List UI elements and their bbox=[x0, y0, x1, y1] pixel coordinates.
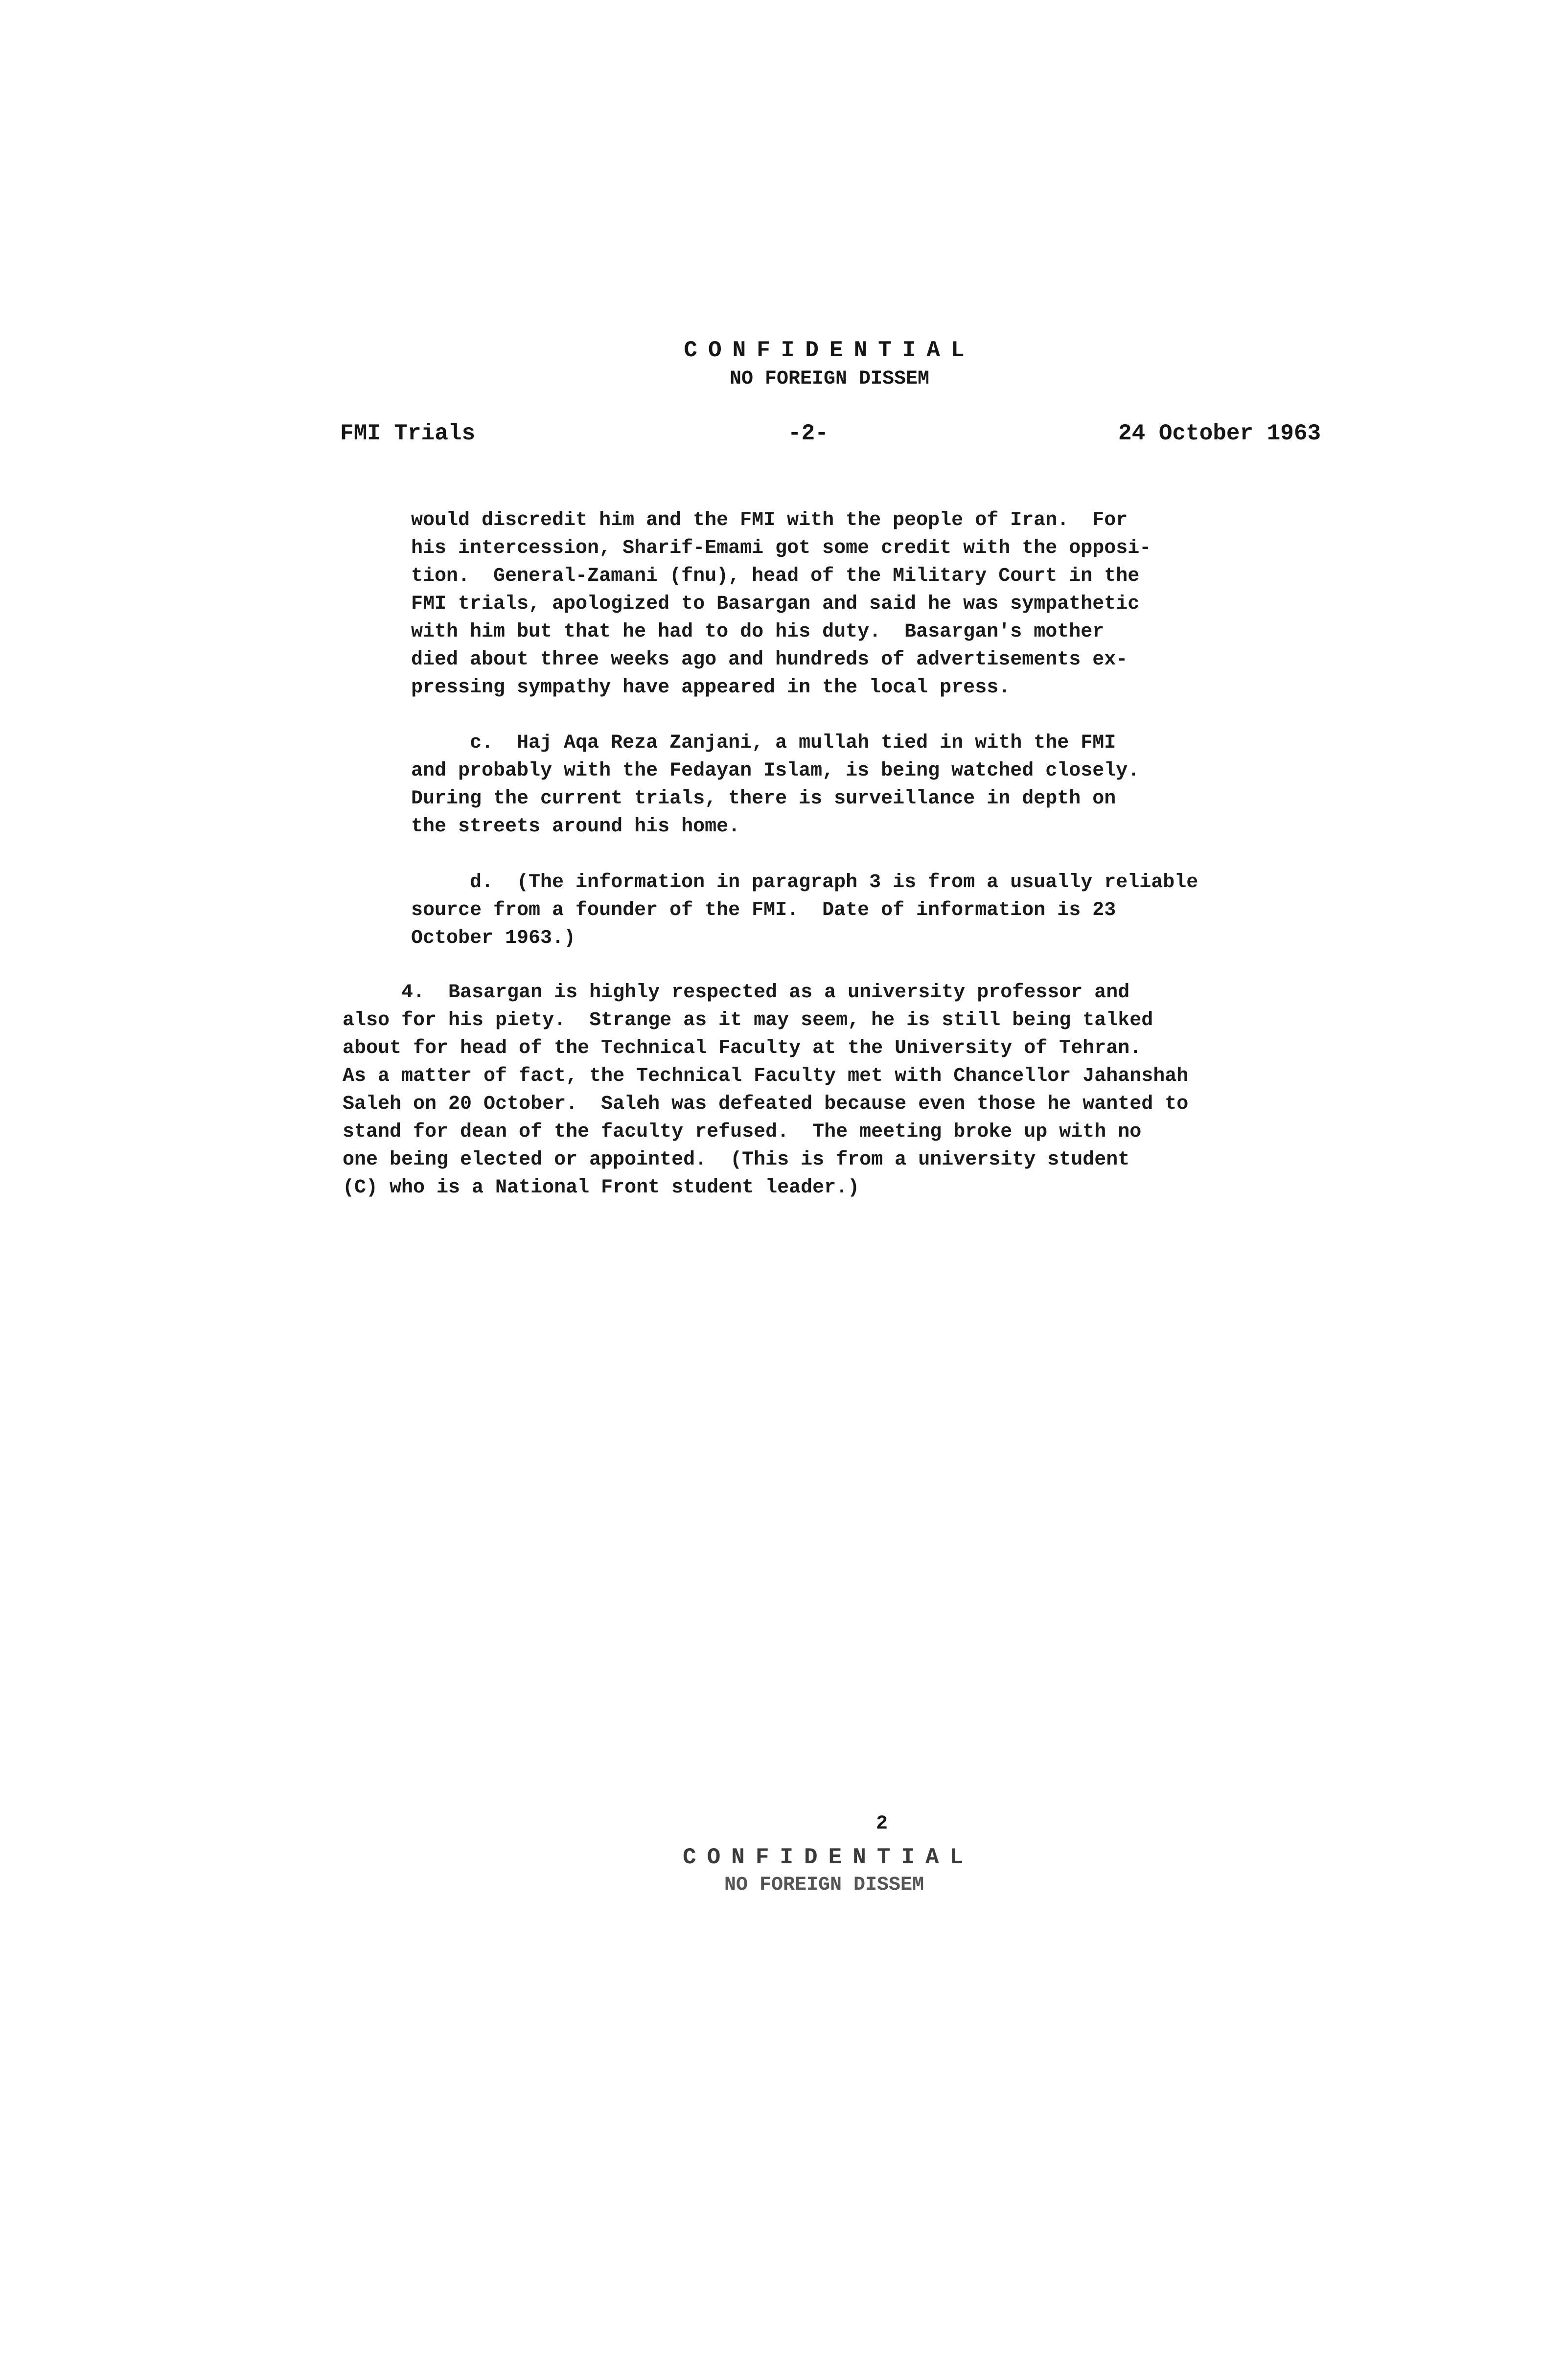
paragraph-continuation: would discredit him and the FMI with the people of Iran. For his intercession, Sharif-Emami got some credit with the opposi- tion. General-Zamani (fnu), head of the Military Court in the FMI trials, apologized to Basargan and said he was sympathetic with him but that he had to do his duty. Basargan's mother died about three weeks ago and hundreds of advertisements ex- pressing sympathy have appeared in the local press. bbox=[411, 509, 1151, 699]
paragraph-4: 4. Basargan is highly respected as a university professor and also for his piety. Strange as it may seem, he is still being talked about for head of the Technical Faculty at the University of Tehran. As a matter of fact, the Technical Faculty met with Chancellor Jahanshah Saleh on 20 October. Saleh was defeated because even those he wanted to stand for dean of the faculty refused. The meeting broke up with no one being elected or appointed. (This is from a university student (C) who is a National Front student leader.) bbox=[343, 982, 1189, 1199]
footer-classification: CONFIDENTIAL bbox=[683, 1845, 974, 1870]
paragraph-d: d. (The information in paragraph 3 is from a usually reliable source from a founder of the FMI. Date of information is 23 October 1963.) bbox=[411, 871, 1198, 949]
paragraph-c: c. Haj Aqa Reza Zanjani, a mullah tied in with the FMI and probably with the Fedayan Islam, is being watched closely. During the current trials, there is surveillance in depth on the streets around his home. bbox=[411, 732, 1140, 838]
footer-page-number: 2 bbox=[876, 1813, 888, 1835]
header-classification: CONFIDENTIAL bbox=[684, 338, 975, 363]
page-marker: -2- bbox=[788, 421, 829, 446]
subject-line: FMI Trials bbox=[340, 421, 476, 446]
header-dissemination: NO FOREIGN DISSEM bbox=[729, 368, 930, 390]
document-date: 24 October 1963 bbox=[1118, 421, 1321, 446]
footer-dissemination: NO FOREIGN DISSEM bbox=[724, 1874, 924, 1896]
